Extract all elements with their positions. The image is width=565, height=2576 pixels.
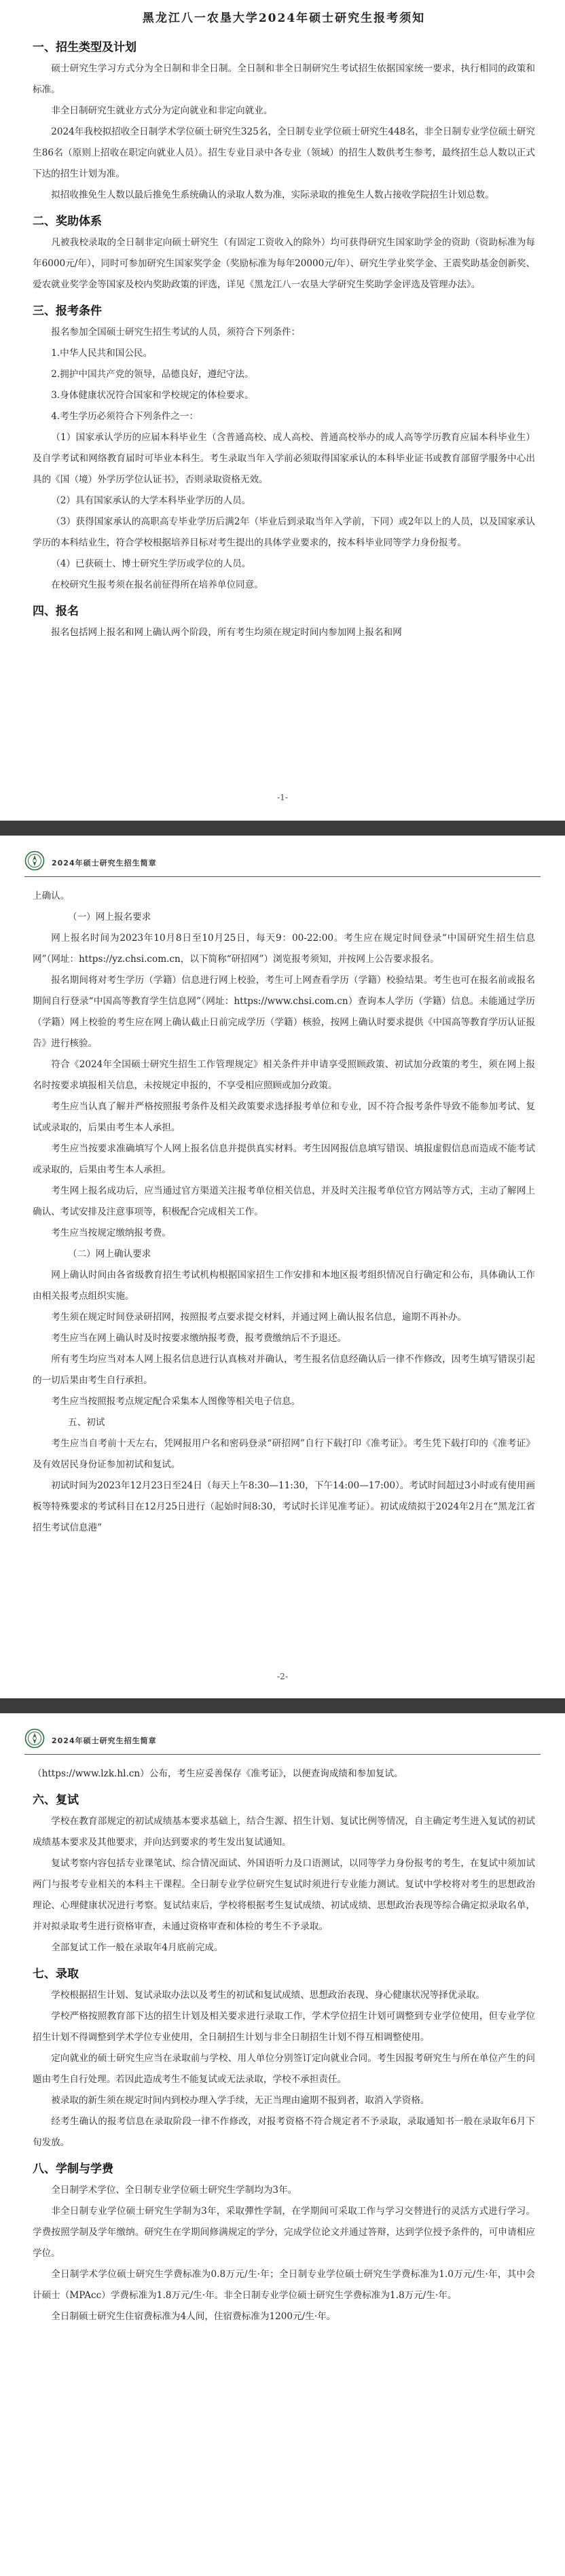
paragraph: 定向就业的硕士研究生应当在录取前与学校、用人单位分别签订定向就业合同。考生因报考研究生与所在单位产生的问题由考生自行处理。若因此造成考生不能复试或无法录取，学校不承担责任。 [33, 2053, 535, 2085]
paragraph: 全日制学术学位、全日制专业学位硕士研究生学制均为3年。 [51, 2185, 297, 2196]
page-number: -1- [277, 793, 288, 802]
paragraph: 凡被我校录取的全日制非定向硕士研究生（有固定工资收入的除外）均可获得研究生国家助学金的资助（资助标准为每年6000元/年），同时可参加研究生国家奖学金（奖励标准为每年20000元/年）、研究生学业奖学金、王震奖助基金创新奖、爱农就业奖学金等国家及校内奖助政策的评选，详见《黑龙江八一农垦大学研究生奖助学金评选及管理办法》。 [33, 237, 535, 290]
paragraph: 所有考生均应当对本人网上报名信息进行认真核对并确认，考生报名信息经确认后一律不作修改，因考生填写错误引起的一切后果由考生自行承担。 [33, 1354, 535, 1386]
paragraph: 考生应当按照报考点规定配合采集本人图像等相关电子信息。 [51, 1396, 301, 1407]
paragraph: （3）获得国家承认的高职高专毕业学历后满2年（毕业后到录取当年入学前，下同）或2年以上的人员，以及国家承认学历的本科结业生，符合学校根据培养目标对考生提出的具体学业要求的，按本科毕业同等学力身份报考。 [33, 516, 535, 548]
paragraph: 复试考察内容包括专业课笔试、综合情况面试、外国语听力及口语测试，以同等学力身份报考的考生，在复试中须加试两门与报考专业相关的本科主干课程。全日制专业学位研究生复试时须进行专业能力测试。复试中学校将对考生的思想政治理论、心理健康状况进行考察。复试结束后，学校将根据考生复试成绩、初试成绩、思想政治表现等综合确定拟录取名单，并对拟录取考生进行资格审查，未通过资格审查和体检的考生不予录取。 [33, 1858, 535, 1932]
paragraph: （https://www.lzk.hl.cn）公布，考生应妥善保存《准考证》，以便查询成绩和参加复试。 [33, 1768, 403, 1779]
document-page-2 [0, 836, 565, 1698]
header-title: 2024年硕士研究生招生简章 [52, 1736, 157, 1745]
paragraph: 非全日制专业学位硕士研究生学制为3年，采取彈性学制，在学期间可采取工作与学习交替进行的灵活方式进行学习。学费按照学制及学年缴纳。研究生在学期间修满规定的学分，完成学位论文并通过答辩，达到学位授予条件的，可申请相应学位。 [33, 2206, 535, 2259]
header-title: 2024年硕士研究生招生简章 [52, 859, 157, 867]
page-3-content [33, 1764, 535, 2327]
paragraph: 报名包括网上报名和网上确认两个阶段，所有考生均须在规定时间内参加网上报名和网 [51, 627, 402, 638]
paragraph: 3.身体健康状况符合国家和学校规定的体检要求。 [51, 390, 254, 401]
paragraph: 上确认。 [33, 891, 70, 901]
document-page-1 [0, 0, 565, 821]
subsection-heading: （二）网上确认要求 [68, 1249, 151, 1259]
paragraph: 初试时间为2023年12月23日至24日（每天上午8:30—11:30，下午14:00—17:00）。考试时间超过3小时或有使用画板等特殊要求的考试科目在12月25日进行（起始时间8:30，考试时长详见准考证）。初试成绩拟于2024年2月在“黑龙江省招生考试信息港” [33, 1480, 535, 1533]
paragraph: 学校在教育部规定的初试成绩基本要求基础上，结合生源、招生计划、复试比例等情况，自主确定考生进入复试的初试成绩基本要求及其他要求，并向达到要求的考生发出复试通知。 [33, 1816, 535, 1848]
paragraph: 考生应当按规定缴纳报考费。 [51, 1228, 171, 1238]
page-number: -2- [277, 1672, 288, 1681]
paragraph: 报名参加全国硕士研究生招生考试的人员，须符合下列条件： [51, 327, 301, 338]
page-1-content [33, 5, 535, 643]
paragraph: （4）已获硕士、博士研究生学历或学位的人员。 [51, 558, 251, 569]
section-heading: 二、奖助体系 [33, 215, 102, 228]
section-heading: 六、复试 [33, 1793, 79, 1807]
page-header [24, 846, 541, 877]
university-seal-icon [24, 1728, 45, 1749]
paragraph: 在校研究生报考须在报名前征得所在培养单位同意。 [51, 579, 263, 590]
section-heading: 三、报考条件 [33, 304, 102, 318]
page-separator [0, 821, 565, 836]
page-header [24, 1724, 541, 1755]
paragraph: 经考生确认的报考信息在录取阶段一律不作修改，对报考资格不符合规定者不予录取，录取通知书一般在录取年6月下旬发放。 [33, 2116, 535, 2148]
subsection-heading: 五、初试 [68, 1417, 105, 1428]
paragraph: 拟招收推免生人数以最后推免生系统确认的录取人数为准，实际录取的推免生人数占接收学院招生计划总数。 [51, 190, 494, 200]
paragraph: 考生应当认真了解并严格按照报考条件及相关政策要求选择报考单位和专业，因不符合报考条件导致不能参加考试、复试或录取的，后果由考生本人承担。 [33, 1101, 535, 1133]
paragraph: 网上确认时间由各省级教育招生考试机构根据国家招生工作安排和本地区报考组织情况自行确定和公布，具体确认工作由相关报考点组织实施。 [33, 1270, 535, 1302]
paragraph: 非全日制研究生就业方式分为定向就业和非定向就业。 [51, 105, 273, 116]
document-title: 黑龙江八一农垦大学2024年硕士研究生报考须知 [142, 12, 426, 25]
paragraph: 报名期间将对考生学历（学籍）信息进行网上校验，考生可上网查看学历（学籍）校验结果。考生也可在报名前或报名期间自行登录“中国高等教育学生信息网”（网址：https://www.chsi.com.cn）查询本人学历（学籍）信息。未能通过学历（学籍）网上校验的考生应在网上确认截止日前完成学历（学籍）核验，按网上确认时要求提供《中国高等教育学历认证报告》进行核验。 [33, 975, 535, 1049]
paragraph: 被录取的新生须在规定时间内到校办理入学手续，无正当理由逾期不报到者，取消入学资格。 [51, 2095, 430, 2106]
paragraph: 考生网上报名成功后，应当通过官方渠道关注报考单位相关信息，并及时关注报考单位官方网站等方式，主动了解网上确认、考试安排及注意事项等，积极配合完成相关工作。 [33, 1185, 535, 1217]
section-heading: 八、学制与学费 [33, 2162, 113, 2176]
university-seal-icon [24, 851, 45, 871]
paragraph: 1.中华人民共和国公民。 [51, 348, 153, 359]
paragraph: 全日制学术学位硕士研究生学费标准为0.8万元/生·年；全日制专业学位硕士研究生学费标准为1.0万元/生·年，其中会计硕士（MPAcc）学费标准为1.8万元/生·年。非全日制专业学位硕士研究生学费标准为1.8万元/生·年。 [33, 2269, 535, 2301]
paragraph: 考生须在规定时间登录研招网，按照报考点要求提交材料，并通过网上确认报名信息，逾期不再补办。 [51, 1312, 467, 1323]
paragraph: 考生应当按要求准确填写个人网上报名信息并提供真实材料。考生因网报信息填写错误、填报虚假信息而造成不能考试或录取的，后果由考生本人承担。 [33, 1143, 535, 1175]
paragraph: 2024年我校拟招收全日制学术学位硕士研究生325名，全日制专业学位硕士研究生448名，非全日制专业学位硕士研究生86名（原则上招收在职定向就业人员）。招生专业目录中各专业（领域）的招生人数供考生参考，最终招生总人数以正式下达的招生计划为准。 [33, 126, 535, 179]
section-heading: 四、报名 [33, 605, 79, 618]
paragraph: 网上报名时间为2023年10月8日至10月25日，每天9：00-22:00。考生应在规定时间登录“中国研究生招生信息网”（网址：https://yz.chsi.com.cn，以下简称“研招网”）浏览报考须知，并按网上公告要求报名。 [33, 933, 535, 965]
paragraph: 学校根据招生计划、复试录取办法以及考生的初试和复试成绩、思想政治表现、身心健康状况等择优录取。 [51, 1990, 486, 2001]
subsection-heading: （一）网上报名要求 [68, 912, 151, 923]
paragraph: 考生应当在网上确认时及时按要求缴纳报考费，报考费缴纳后不予退还。 [51, 1333, 347, 1344]
paragraph: 考生应当自考前十天左右，凭网报用户名和密码登录“研招网”自行下载打印《准考证》。考生凭下载打印的《准考证》及有效居民身份证参加初试和复试。 [33, 1438, 535, 1470]
paragraph: 学校严格按照教育部下达的招生计划及相关要求进行录取工作，学术学位招生计划可调整到专业学位使用，但专业学位招生计划不得调整到学术学位专业使用，全日制招生计划与非全日制招生计划不得互相调整使用。 [33, 2011, 535, 2043]
page-separator [0, 1698, 565, 1713]
paragraph: 4.考生学历必须符合下列条件之一： [51, 411, 199, 422]
section-heading: 七、录取 [33, 1967, 79, 1981]
paragraph: （2）具有国家承认的大学本科毕业学历的人员。 [51, 495, 251, 506]
paragraph: 硕士研究生学习方式分为全日制和非全日制。全日制和非全日制研究生考试招生依据国家统一要求，执行相同的政策和标准。 [33, 63, 535, 95]
paragraph: 2.拥护中国共产党的领导，品德良好，遵纪守法。 [51, 369, 254, 380]
paragraph: 全日制硕士研究生住宿费标准为4人间，住宿费标准为1200元/生·年。 [51, 2311, 336, 2322]
paragraph: （1）国家承认学历的应届本科毕业生（含普通高校、成人高校、普通高校举办的成人高等学历教育应届本科毕业生）及自学考试和网络教育届时可毕业本科生。考生录取当年入学前必须取得国家承认的本科毕业证书或教育部留学服务中心出具的《国（境）外学历学位认证书》，否则录取资格无效。 [33, 432, 535, 485]
page-2-content [33, 886, 535, 1539]
paragraph: 全部复试工作一般在录取年4月底前完成。 [51, 1942, 223, 1953]
paragraph: 符合《2024年全国硕士研究生招生工作管理规定》相关条件并申请享受照顾政策、初试加分政策的考生，须在网上报名时按要求填报相关信息，未按规定申报的，不享受相应照顾或加分政策。 [33, 1059, 535, 1091]
section-heading: 一、招生类型及计划 [33, 41, 136, 54]
document-page-3 [0, 1713, 565, 2576]
